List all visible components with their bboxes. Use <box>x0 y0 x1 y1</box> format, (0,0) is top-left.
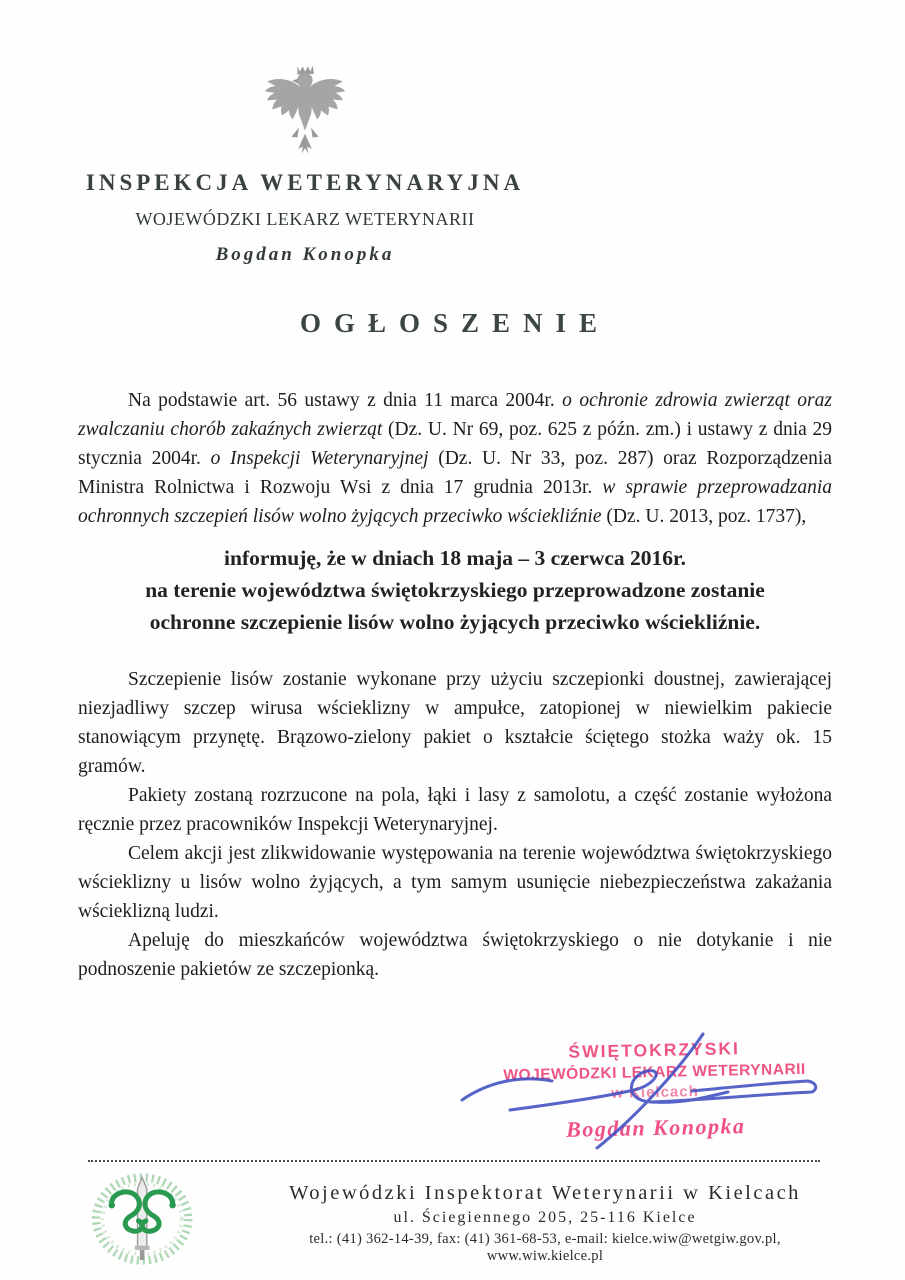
stamp-line: ŚWIĘTOKRZYSKI <box>568 1038 741 1062</box>
footer-contact: tel.: (41) 362-14-39, fax: (41) 361-68-53, e-mail: kielce.wiw@wetgiw.gov.pl, www.wiw.kielce.pl <box>309 1231 781 1264</box>
office-name: WOJEWÓDZKI LEKARZ WETERYNARII <box>135 209 475 229</box>
footer-divider <box>88 1160 820 1162</box>
paragraph: Szczepienie lisów zostanie wykonane przy użyciu szczepionki doustnej, zawierającej niezjadliwy szczep wirusa wścieklizny w ampułce, zatopionej w niewielkim pakiecie stanowiącym przynętę. Brązowo-zielony pakiet o kształcie ściętego stożka waży ok. 15 gramów. <box>78 669 832 777</box>
document-body <box>78 386 832 984</box>
footer-address: ul. Ściegiennego 205, 25-116 Kielce <box>393 1209 697 1226</box>
veterinary-caduceus-logo-icon <box>84 1172 204 1271</box>
document-title: OGŁOSZENIE <box>299 308 611 338</box>
paragraph: Apeluję do mieszkańców województwa świętokrzyskiego o nie dotykanie i nie podnoszenie pakietów ze szczepionką. <box>78 930 832 980</box>
organization-name: INSPEKCJA WETERYNARYJNA <box>85 170 525 195</box>
letterhead <box>55 58 555 266</box>
paragraph: Na podstawie art. 56 ustawy z dnia 11 marca 2004r. o ochronie zdrowia zwierząt oraz zwalczaniu chorób zakaźnych zwierząt (Dz. U. Nr 69, poz. 625 z późn. zm.) i ustawy z dnia 29 stycznia 2004r. o Inspekcji Weterynaryjnej (Dz. U. Nr 33, poz. 287) oraz Rozporządzenia Ministra Rolnictwa i Rozwoju Wsi z dnia 17 grudnia 2013r. w sprawie przeprowadzania ochronnych szczepień lisów wolno żyjących przeciwko wściekliźnie (Dz. U. 2013, poz. 1737), <box>78 390 833 527</box>
polish-eagle-emblem-icon <box>259 58 351 164</box>
office-stamp <box>479 1036 831 1144</box>
footer-text <box>250 1182 840 1265</box>
signatory-name: Bogdan Konopka <box>215 244 395 265</box>
paragraph: Pakiety zostaną rozrzucone na pola, łąki i lasy z samolotu, a część zostanie wyłożona ręcznie przez pracowników Inspekcji Weterynaryjnej. <box>78 785 832 835</box>
stamp-line: WOJEWÓDZKI LEKARZ WETERYNARII <box>503 1060 806 1085</box>
announcement-line: informuję, że w dniach 18 maja – 3 czerwca 2016r. <box>224 546 686 570</box>
paragraph: Celem akcji jest zlikwidowanie występowania na terenie województwa świętokrzyskiego wścieklizny u lisów wolno żyjących, a tym samym usunięcie niebezpieczeństwa zakażania wścieklizną ludzi. <box>78 843 832 922</box>
announcement-line: na terenie województwa świętokrzyskiego przeprowadzone zostanie <box>145 578 765 602</box>
footer-organization: Wojewódzki Inspektorat Weterynarii w Kielcach <box>289 1182 801 1204</box>
stamp-signatory-name: Bogdan Konopka <box>565 1113 746 1142</box>
announcement-line: ochronne szczepienie lisów wolno żyjących przeciwko wściekliźnie. <box>149 610 761 634</box>
stamp-line: w Kielcach <box>611 1083 699 1102</box>
announcement-block <box>78 542 832 638</box>
